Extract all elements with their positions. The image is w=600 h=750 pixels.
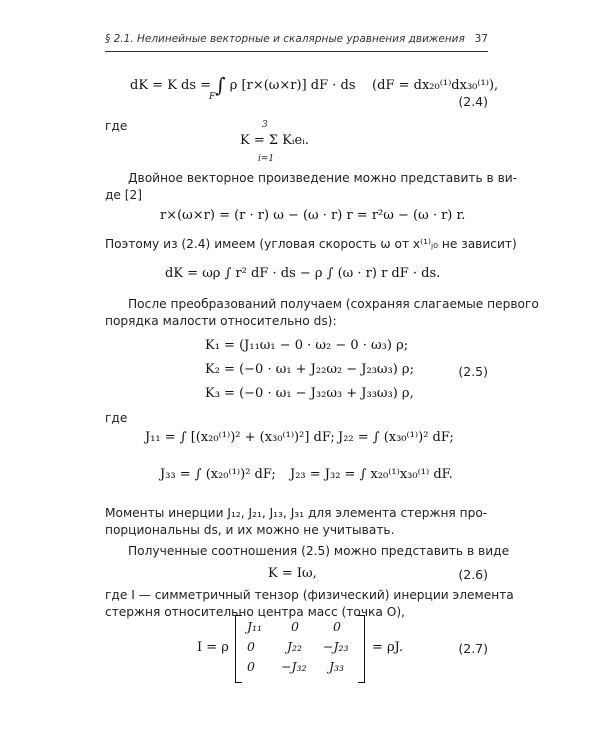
- matrix-cell: −J₂₃: [323, 639, 349, 654]
- paragraph-3-line-2: порядка малости относительно ds):: [105, 314, 337, 328]
- equation-2-4: [130, 70, 499, 97]
- matrix-cell: J₂₂: [287, 639, 303, 654]
- equation-2-4-left: dK = K ds =: [130, 78, 212, 93]
- equation-dK: dK = ωρ ∫ r² dF · ds − ρ ∫ (ω · r) r dF · ds.: [165, 266, 441, 281]
- equation-I-right: = ρJ.: [372, 640, 404, 655]
- matrix-cell: J₃₃: [329, 659, 345, 674]
- equation-J11: J₁₁ = ∫ [(x₂₀⁽¹⁾)² + (x₃₀⁽¹⁾)²] dF;: [145, 430, 335, 445]
- paragraph-1-line-2: де [2]: [105, 188, 143, 202]
- equation-number-2-5: (2.5): [458, 364, 488, 379]
- matrix-right-bracket: [358, 615, 365, 683]
- page-number: 37: [474, 33, 488, 45]
- text-where-1: где: [105, 119, 128, 133]
- equation-J23: J₂₃ = J₃₂ = ∫ x₂₀⁽¹⁾x₃₀⁽¹⁾ dF.: [290, 467, 453, 482]
- matrix-cell: 0: [333, 619, 341, 634]
- matrix-cell: 0: [247, 639, 255, 654]
- integral-limit: F: [209, 92, 216, 102]
- equation-number-2-4: (2.4): [458, 94, 488, 109]
- equation-K2: K₂ = (−0 · ω₁ + J₂₂ω₂ − J₂₃ω₃) ρ;: [205, 362, 414, 377]
- paragraph-3-line-1: После преобразований получаем (сохраняя слагаемые первого: [128, 297, 539, 311]
- paragraph-1-line-1: Двойное векторное произведение можно представить в ви-: [128, 171, 518, 185]
- equation-I-left: I = ρ: [197, 640, 229, 655]
- matrix-cell: 0: [291, 619, 299, 634]
- paragraph-4-line-2: порциональны ds, и их можно не учитывать.: [105, 523, 395, 537]
- paragraph-5: Полученные соотношения (2.5) можно представить в виде: [128, 544, 510, 558]
- paragraph-6-line-2: стержня относительно центра масс (точка O),: [105, 605, 405, 619]
- equation-triple-product: r×(ω×r) = (r · r) ω − (ω · r) r = r²ω − (ω · r) r.: [160, 208, 466, 223]
- matrix-cell: 0: [247, 659, 255, 674]
- header-title: § 2.1. Нелинейные векторные и скалярные уравнения движения: [105, 33, 465, 45]
- inertia-matrix: [235, 615, 365, 681]
- equation-J22: J₂₂ = ∫ (x₃₀⁽¹⁾)² dF;: [338, 430, 454, 445]
- equation-K1: K₁ = (J₁₁ω₁ − 0 · ω₂ − 0 · ω₃) ρ;: [205, 338, 409, 353]
- equation-K-Iw: K = Iω,: [268, 566, 317, 581]
- text-where-2: где: [105, 411, 128, 425]
- paragraph-2: Поэтому из (2.4) имеем (угловая скорость ω от x⁽¹⁾ⱼ₀ не зависит): [105, 237, 517, 251]
- equation-K3: K₃ = (−0 · ω₁ − J₃₂ω₃ + J₃₃ω₃) ρ,: [205, 386, 414, 401]
- paragraph-6-line-1: где I — симметричный тензор (физический) инерции элемента: [105, 588, 514, 602]
- running-header: [105, 33, 488, 52]
- equation-K-sum: K = Σ Kᵢeᵢ.: [240, 133, 309, 148]
- sum-upper-limit: 3: [262, 120, 268, 130]
- equation-2-4-right: (dF = dx₂₀⁽¹⁾dx₃₀⁽¹⁾),: [372, 78, 499, 93]
- matrix-left-bracket: [235, 615, 242, 683]
- equation-2-4-middle: ρ [r×(ω×r)] dF · ds: [229, 78, 356, 93]
- matrix-cell: −J₃₂: [281, 659, 307, 674]
- integral-sign: ∫: [215, 73, 226, 97]
- equation-number-2-7: (2.7): [458, 641, 488, 656]
- paragraph-4-line-1: Моменты инерции J₁₂, J₂₁, J₁₃, J₃₁ для элемента стержня про-: [105, 506, 488, 520]
- equation-number-2-6: (2.6): [458, 567, 488, 582]
- equation-J33: J₃₃ = ∫ (x₂₀⁽¹⁾)² dF;: [160, 467, 276, 482]
- matrix-cell: J₁₁: [247, 619, 263, 634]
- sum-lower-limit: i=1: [258, 154, 275, 164]
